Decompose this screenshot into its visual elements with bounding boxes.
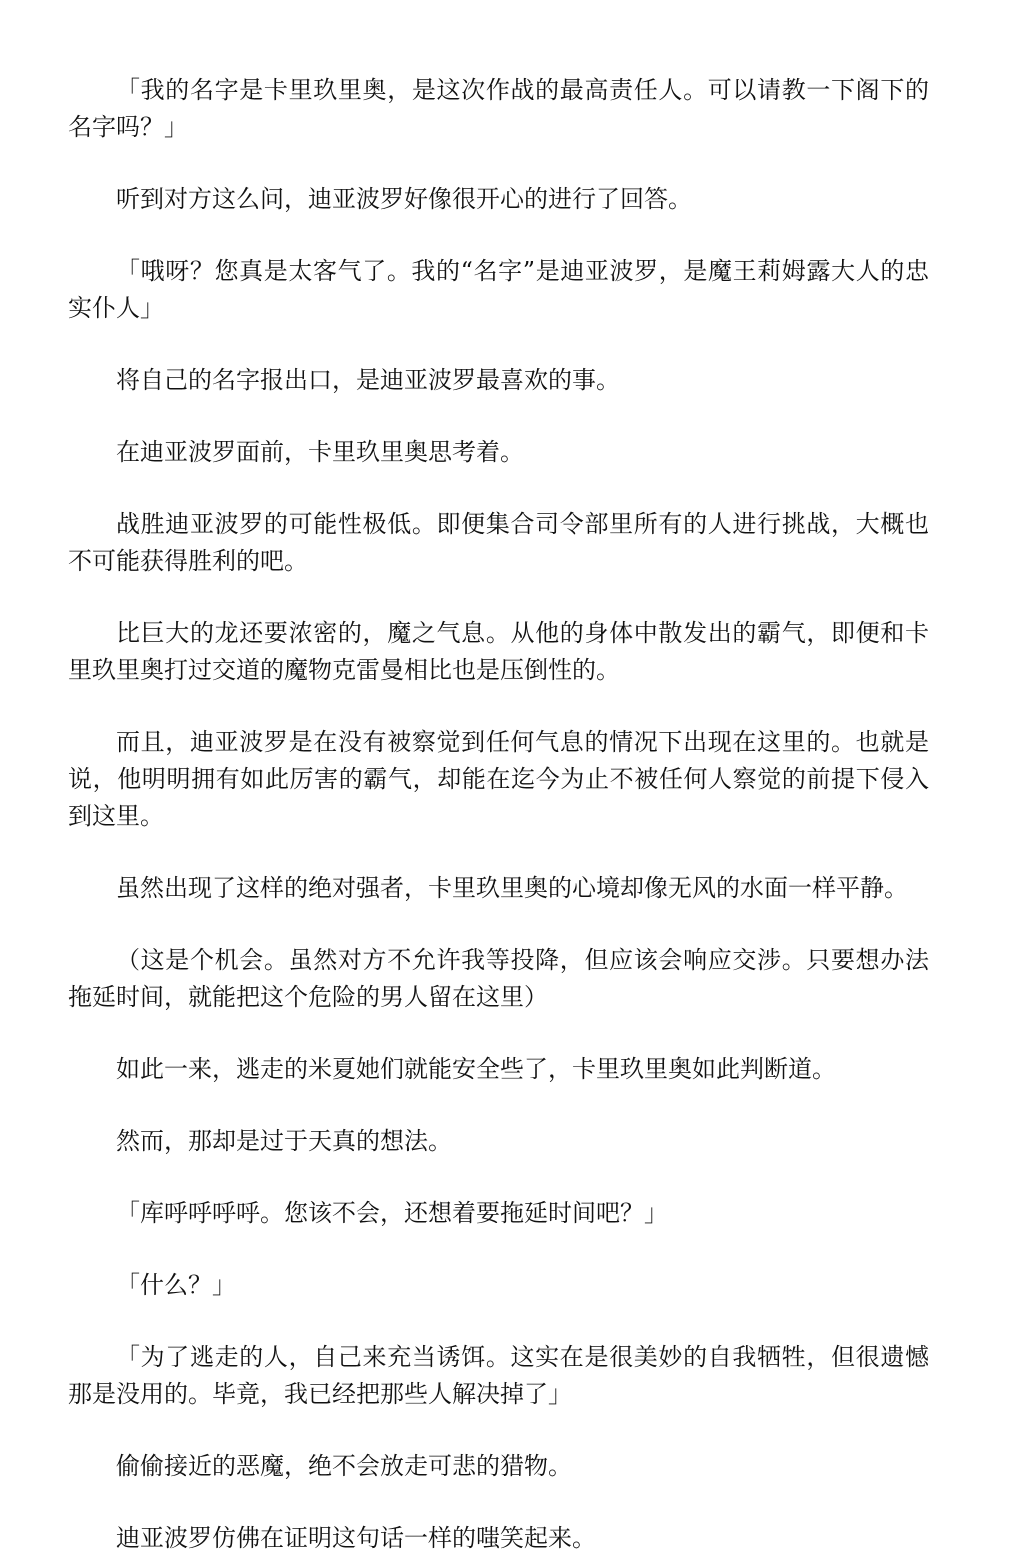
paragraph: 比巨大的龙还要浓密的，魔之气息。从他的身体中散发出的霸气，即便和卡里玖里奥打过交道的魔物克雷曼相比也是压倒性的。 bbox=[68, 619, 929, 684]
paragraph: 然而，那却是过于天真的想法。 bbox=[116, 1127, 452, 1155]
paragraph: 虽然出现了这样的绝对强者，卡里玖里奥的心境却像无风的水面一样平静。 bbox=[116, 874, 908, 902]
paragraph: 如此一来，逃走的米夏她们就能安全些了，卡里玖里奥如此判断道。 bbox=[116, 1055, 836, 1083]
paragraph: 「我的名字是卡里玖里奥，是这次作战的最高责任人。可以请教一下阁下的名字吗？」 bbox=[68, 76, 929, 141]
paragraph: 而且，迪亚波罗是在没有被察觉到任何气息的情况下出现在这里的。也就是说，他明明拥有如此厉害的霸气，却能在迄今为止不被任何人察觉的前提下侵入到这里。 bbox=[68, 728, 929, 830]
paragraph: （这是个机会。虽然对方不允许我等投降，但应该会响应交涉。只要想办法拖延时间，就能把这个危险的男人留在这里） bbox=[68, 946, 929, 1011]
paragraph: 迪亚波罗仿佛在证明这句话一样的嗤笑起来。 bbox=[116, 1524, 596, 1552]
paragraph: 听到对方这么问，迪亚波罗好像很开心的进行了回答。 bbox=[116, 185, 692, 213]
paragraph: 「什么？」 bbox=[116, 1271, 236, 1299]
paragraph: 在迪亚波罗面前，卡里玖里奥思考着。 bbox=[116, 438, 524, 466]
paragraph: 偷偷接近的恶魔，绝不会放走可悲的猎物。 bbox=[116, 1452, 572, 1480]
paragraph: 「为了逃走的人，自己来充当诱饵。这实在是很美妙的自我牺牲，但很遗憾那是没用的。毕竟，我已经把那些人解决掉了」 bbox=[68, 1343, 929, 1408]
paragraph: 将自己的名字报出口，是迪亚波罗最喜欢的事。 bbox=[116, 366, 620, 394]
paragraph: 战胜迪亚波罗的可能性极低。即便集合司令部里所有的人进行挑战，大概也不可能获得胜利的吧。 bbox=[68, 510, 929, 575]
paragraph: 「库呼呼呼呼。您该不会，还想着要拖延时间吧？」 bbox=[116, 1199, 668, 1227]
paragraph: 「哦呀？您真是太客气了。我的“名字”是迪亚波罗，是魔王莉姆露大人的忠实仆人」 bbox=[68, 257, 929, 322]
